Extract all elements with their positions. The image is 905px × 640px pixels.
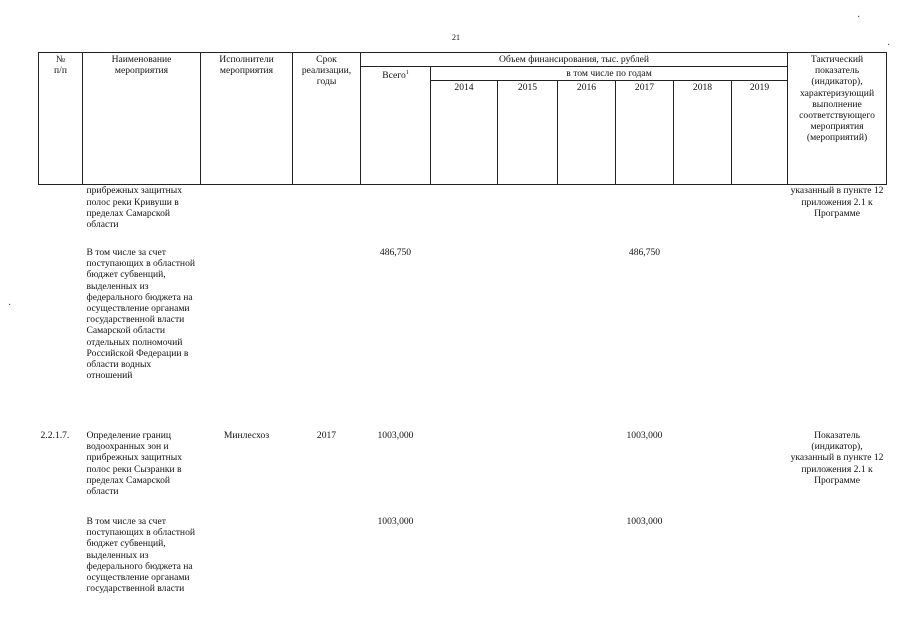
- scan-dot: ·: [8, 300, 12, 311]
- row-exec: Минлесхоз: [223, 429, 270, 441]
- header-finance: Объем финансирования, тыс. рублей: [361, 53, 788, 67]
- row-exec: [201, 185, 293, 247]
- row-term: [293, 185, 361, 247]
- table-row: [39, 516, 887, 630]
- header-indicator: Тактический показатель (индикатор), характеризующий выполнение соответствующего мероприятия (мероприятий): [788, 53, 887, 185]
- row-num: 2.2.1.7.: [40, 429, 70, 441]
- row-term: [293, 247, 361, 430]
- row-2017: [616, 185, 674, 247]
- row-2017: 1003,000: [626, 429, 663, 441]
- row-name: В том числе за счет поступающих в областной бюджет субвенций, выделенных из федерального бюджета на осуществление органами государственной власти Самарской области отдельных полномочий Российской Федерации в области водных отношений: [86, 246, 195, 382]
- header-year-2019: 2019: [732, 81, 788, 185]
- row-total: 486,750: [379, 246, 412, 258]
- row-name: В том числе за счет поступающих в областной бюджет субвенций, выделенных из федерального бюджета на осуществление органами государственной власти: [86, 515, 195, 595]
- row-indicator: Показатель (индикатор), указанный в пункте 12 приложения 2.1 к Программе: [790, 429, 884, 486]
- row-num: [39, 247, 83, 430]
- header-exec: Исполнители мероприятия: [201, 53, 293, 185]
- row-total: 1003,000: [377, 515, 414, 527]
- scan-dot: ·: [857, 12, 861, 23]
- row-indicator: [788, 516, 887, 630]
- table-row: [39, 430, 887, 516]
- header-year-2018: 2018: [674, 81, 732, 185]
- header-num: № п/п: [39, 53, 83, 185]
- row-num: [39, 516, 83, 630]
- row-2017: 1003,000: [626, 515, 663, 527]
- row-2017: 486,750: [628, 246, 661, 258]
- row-name: прибрежных защитных полос реки Кривуши в пределах Самарской области: [86, 185, 183, 231]
- row-indicator: [788, 247, 887, 430]
- header-total: Всего$^1$: [361, 67, 431, 185]
- header-year-2016: 2016: [558, 81, 616, 185]
- table-row: [39, 247, 887, 430]
- row-exec: [201, 516, 293, 630]
- table-row: [39, 185, 887, 247]
- header-name: Наименование мероприятия: [83, 53, 201, 185]
- row-term: 2017: [316, 429, 337, 441]
- row-total: [361, 185, 431, 247]
- row-exec: [201, 247, 293, 430]
- row-term: [293, 516, 361, 630]
- row-indicator: указанный в пункте 12 приложения 2.1 к Программе: [790, 185, 884, 219]
- row-num: [39, 185, 83, 247]
- header-term: Срок реализации, годы: [293, 53, 361, 185]
- header-by-years: в том числе по годам: [431, 67, 788, 81]
- header-year-2017: 2017: [616, 81, 674, 185]
- row-name: Определение границ водоохранных зон и прибрежных защитных полос реки Сызранки в пределах Самарской области: [86, 429, 183, 497]
- header-year-2015: 2015: [498, 81, 558, 185]
- header-year-2014: 2014: [431, 81, 498, 185]
- scan-dot: ·: [887, 40, 891, 51]
- header-row-1: [39, 53, 887, 67]
- row-total: 1003,000: [377, 429, 414, 441]
- financing-table: [38, 52, 887, 630]
- page-number: 21: [452, 33, 460, 42]
